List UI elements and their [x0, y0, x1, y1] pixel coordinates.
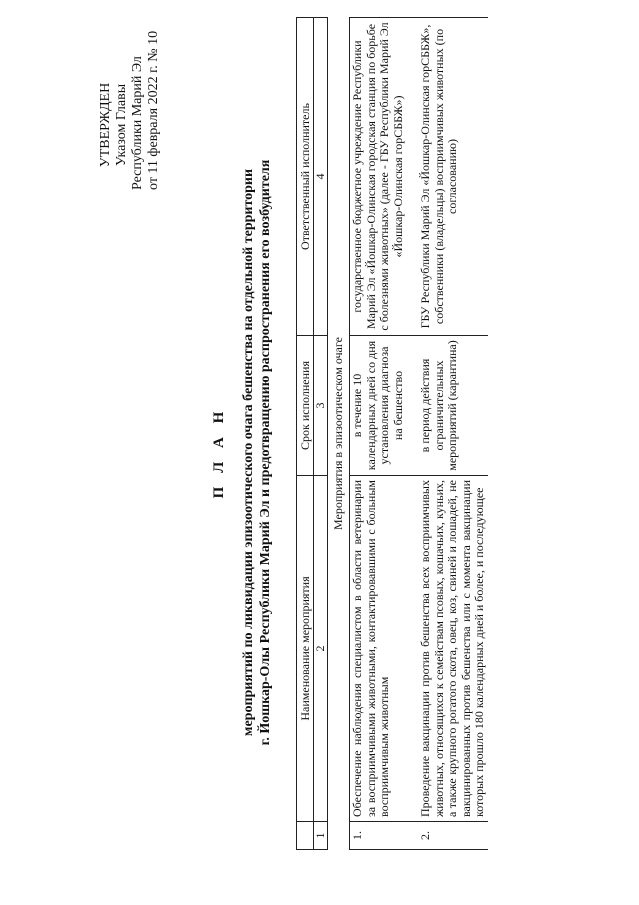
approval-line-1: УТВЕРЖДЕН [98, 82, 113, 168]
section-title: Мероприятия в эпизоотическом очаге [328, 18, 350, 850]
plan-title: П Л А Н [211, 406, 227, 499]
header-number [297, 822, 314, 850]
section-row [328, 18, 350, 850]
header-name: Наименование мероприятия [297, 476, 314, 822]
approval-line-4: от 11 февраля 2022 г. № 10 [146, 30, 161, 190]
row-measure-name: Проведение вакцинации против бешенства всех восприимчивых животных, относящихся к семействам псовых, кошачьих, куньих, а также крупного рогатого скота, овец, коз, свиней и лошадей, не вакцинированных против бешенства или с момента вакцинации которых прошло 180 календарных дней и более, и последующее [418, 476, 488, 822]
table-row [350, 18, 407, 850]
row-measure-name: Обеспечение наблюдения специалистом в области ветеринарии за восприимчивыми животными, контактировавшими с больным восприимчивым животным [350, 476, 407, 822]
plan-table [296, 17, 488, 850]
table-header-row [297, 18, 314, 850]
row-spacer [406, 18, 418, 850]
subtitle-line-1: мероприятий по ликвидации эпизоотического очага бешенства на отдельной территории [241, 168, 256, 737]
row-number: 1. [350, 822, 407, 850]
header-term: Срок исполнения [297, 336, 314, 476]
column-number: 1 [314, 822, 328, 850]
column-number: 3 [314, 336, 328, 476]
plan-subtitle [240, 0, 274, 905]
approval-line-3: Республики Марий Эл [130, 56, 145, 190]
subtitle-line-2: г. Йошкар-Олы Республики Марий Эл и предотвращению распространения его возбудителя [258, 159, 273, 746]
column-number: 2 [314, 476, 328, 822]
row-term: в период действия ограничительных мероприятий (карантина) [418, 336, 488, 476]
row-term: в течение 10 календарных дней со дня установления диагноза на бешенство [350, 336, 407, 476]
header-executor: Ответственный исполнитель [297, 18, 314, 336]
column-number-row [314, 18, 328, 850]
approval-stamp [98, 30, 162, 190]
row-executor: ГБУ Республики Марий Эл «Йошкар-Олинская горСББЖ», собственники (владельцы) восприимчивых животных (по согласованию) [418, 18, 488, 336]
column-number: 4 [314, 18, 328, 336]
approval-line-2: Указом Главы [114, 83, 129, 167]
row-executor: государственное бюджетное учреждение Республики Марий Эл «Йошкар-Олинская городская станция по борьбе с болезнями животных» (далее - ГБУ Республики Марий Эл «Йошкар-Олинская горСББЖ») [350, 18, 407, 336]
table-row [418, 18, 488, 850]
row-number: 2. [418, 822, 488, 850]
